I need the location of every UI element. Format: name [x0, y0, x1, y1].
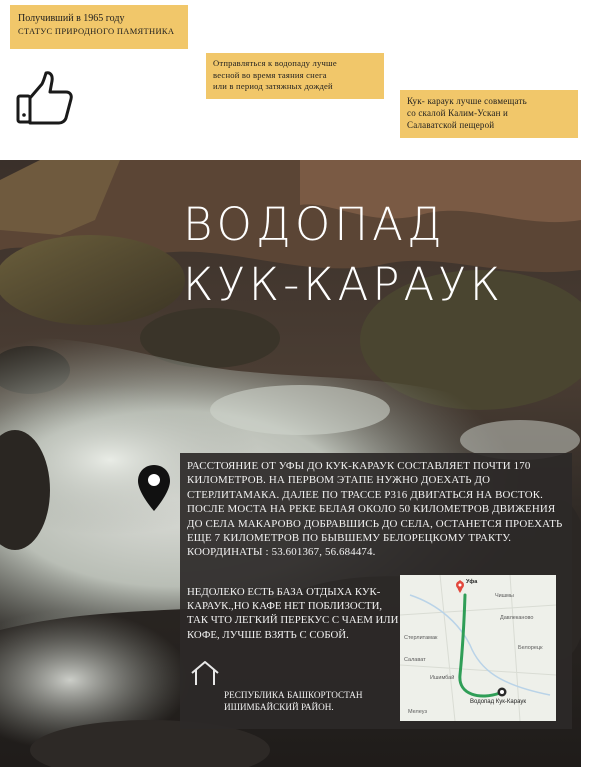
- note-line: или в период затяжных дождей: [213, 81, 333, 92]
- region-text: [224, 689, 414, 713]
- note-line: Получивший в 1965 году: [18, 13, 125, 24]
- map-label-place: Стерлитамак: [404, 635, 438, 641]
- map-label-place: Мелеуз: [408, 709, 427, 715]
- map-label-start: Уфа: [466, 579, 478, 585]
- note-line: СТАТУС ПРИРОДНОГО ПАМЯТНИКА: [18, 25, 175, 36]
- distance-text: РАССТОЯНИЕ ОТ УФЫ ДО КУК-КАРАУК СОСТАВЛЯЕТ ПОЧТИ 170 КИЛОМЕТРОВ. НА ПЕРВОМ ЭТАПЕ НУЖНО ДОЕХАТЬ ДО СТЕРЛИТАМАКА. ДАЛЕЕ ПО ТРАССЕ Р316 ДВИГАТЬСЯ НА ВОСТОК. ПОСЛЕ МОСТА НА РЕКЕ БЕЛАЯ ОКОЛО 50 КИЛОМЕТРОВ ДВИЖЕНИЯ ДО СЕЛА МАКАРОВО ДОБРАВШИСЬ ДО СЕЛА, ОСТАНЕТСЯ ПРОЕХАТЬ ЕЩЕ 7 КИЛОМЕТРОВ ПО БЫВШЕМУ БЕЛОРЕЦКОМУ ТРАКТУ. КООРДИНАТЫ : 53.601367, 56.684474.: [187, 460, 563, 559]
- map-label-place: Салават: [404, 657, 426, 663]
- note-line: Кук- караук лучше совмещать: [407, 96, 527, 106]
- map-label-place: Ишимбай: [430, 675, 455, 681]
- note-line: Салаватской пещерой: [407, 120, 495, 131]
- map-label-place: Белорецк: [518, 645, 543, 651]
- map-label-place: Чишмы: [495, 593, 514, 599]
- info-panel: [180, 453, 572, 729]
- map-label-place: Давлеканово: [500, 615, 534, 621]
- note-protected-status: [10, 5, 188, 49]
- note-line: со скалой Калим-Ускан и: [407, 108, 509, 119]
- note-line: весной во время таяния снега: [213, 69, 327, 80]
- page-title: [183, 195, 504, 315]
- note-best-season: [206, 53, 384, 99]
- route-map: [400, 575, 556, 721]
- note-combine-sights: [400, 90, 578, 138]
- region-line-2: ИШИМБАЙСКИЙ РАЙОН.: [224, 702, 334, 712]
- base-text: НЕДОЛЕКО ЕСТЬ БАЗА ОТДЫХА КУК-КАРАУК.,НО КАФЕ НЕТ ПОБЛИЗОСТИ, ТАК ЧТО ЛЕГКИЙ ПЕРЕКУС С ЧАЕМ ИЛИ КОФЕ, ЛУЧШЕ ВЗЯТЬ С СОБОЙ.: [187, 586, 399, 641]
- thumbs-up-icon: [14, 70, 74, 128]
- title-line-1: ВОДОПАД: [183, 198, 446, 251]
- region-line-1: РЕСПУБЛИКА БАШКОРТОСТАН: [224, 690, 363, 700]
- title-line-2: КУК-КАРАУК: [183, 258, 505, 311]
- location-pin-icon: [137, 464, 171, 512]
- home-icon: [190, 659, 220, 687]
- note-line: Отправляться к водопаду лучше: [213, 58, 337, 68]
- map-label-destination: Водопад Кук-Караук: [470, 699, 526, 705]
